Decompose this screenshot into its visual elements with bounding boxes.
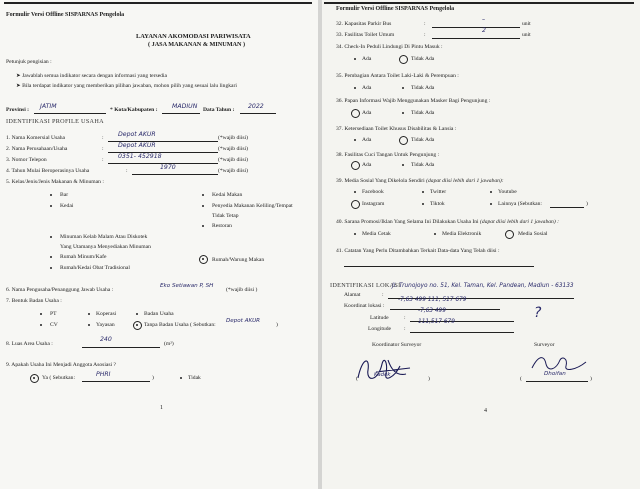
option-rumah-makan[interactable]: Rumah/Warung Makan bbox=[212, 257, 265, 263]
option-tiktok[interactable]: Tiktok bbox=[430, 201, 445, 207]
tahun-label: Data Tahun : bbox=[203, 107, 235, 113]
option-kedai[interactable]: Kedai bbox=[60, 203, 74, 209]
selected-circle bbox=[351, 109, 360, 118]
option-facebook[interactable]: Facebook bbox=[362, 189, 384, 195]
alamat-value[interactable]: Jl. Trunojoyo no. 51, Kel. Taman, Kel. Pandean, Madiun - 63133 bbox=[392, 283, 574, 289]
q32-label: 32. Kapasitas Parkir Bus bbox=[336, 21, 392, 27]
section-profile: IDENTIFIKASI PROFILE USAHA bbox=[6, 118, 104, 125]
page-number: 1 bbox=[160, 405, 163, 411]
q1-value[interactable]: Depot AKUR bbox=[118, 131, 156, 138]
header-rule bbox=[324, 2, 634, 4]
option-tanpa-value[interactable]: Depot AKUR bbox=[226, 318, 261, 324]
page-number: 4 bbox=[484, 408, 487, 414]
right-page: Formulir Versi Offline SISPARNAS Pengelola 32. Kapasitas Parkir Bus : – unit 33. Fasilitas Toilet Umum : 2 unit 34. Check-In Peduli Lindungi Di Pintu Masuk : Ada Tidak Ada 35. Pembagian Antara Toilet Laki-Laki & Perempuan : Ada Tidak Ada 36. Papan Informasi Wajib Menggunakan Masker Bagi Pengunjung : Ada Tidak Ada 37. Ketersediaan Toilet Khusus Disabilitas & Lansia : Ada Tidak Ada 38. Fasilitas Cuci Tangan Untuk Pengunjung : Ada Tidak Ada 39. Media Sosial Yang Dikelola Sendiri (dapat diisi lebih dari 1 jawaban): Facebook Twitter Youtube Instagram Tiktok Lainnya (Sebutkan: ) 40. Sarana Promosi/Iklan Yang Selama Ini Dilakukan Usaha Ini (dapat diisi lebih dari 1 jawaban) : Media Cetak Media Elektronik Media Sosial 41. Catatan Yang Perlu Ditambahkan Terkait Data-data Yang Telah diisi : IDENTIFIKASI LOKASI Alamat : Jl. Trunojoyo no. 51, Kel. Taman, Kel. Pandean, Madiun - 63133 Koordinat lokasi : -7,63 499 111, 517 679 Latitude : -7,63 499 Longitude : 111,517 679 ? Koordinator Surveyor Surveyor ( Kadek ) ( Dhoifan ) 4 bbox=[322, 0, 640, 489]
surveyor-label: Surveyor bbox=[534, 342, 555, 348]
q34-label: 34. Check-In Peduli Lindungi Di Pintu Masuk : bbox=[336, 44, 443, 50]
instruction-1: ➤ Jawablah semua indikator secara dengan informasi yang tersedia bbox=[16, 73, 168, 79]
q7-label: 7. Bentuk Badan Usaha : bbox=[6, 298, 62, 304]
option-yayasan[interactable]: Yayasan bbox=[96, 322, 115, 328]
surveyor-name[interactable]: Dhoifan bbox=[544, 371, 566, 377]
q3-value[interactable]: 0351- 452918 bbox=[118, 153, 162, 160]
instructions-label: Petunjuk pengisian : bbox=[6, 59, 52, 65]
q9-ya[interactable]: Ya ( Sebutkan: bbox=[42, 375, 75, 381]
q8-unit: (m²) bbox=[164, 341, 174, 347]
option-cv[interactable]: CV bbox=[50, 322, 58, 328]
q32-unit: unit bbox=[522, 21, 531, 27]
instruction-2: ➤ Bila terdapat indikator yang memberikan pilihan jawaban, mohon pilih yang sesuai lalu lingkari bbox=[16, 83, 237, 89]
q38-ada[interactable]: Ada bbox=[362, 162, 372, 168]
latitude-value[interactable]: -7,63 499 bbox=[418, 308, 446, 314]
q6-label: 6. Nama Pengusaha/Penanggung Jawab Usaha : bbox=[6, 287, 114, 293]
koordinat-value[interactable]: -7,63 499 111, 517 679 bbox=[398, 297, 467, 303]
option-instagram[interactable]: Instagram bbox=[362, 201, 385, 207]
q34-tidak-ada[interactable]: Tidak Ada bbox=[411, 56, 435, 62]
option-media-cetak[interactable]: Media Cetak bbox=[362, 231, 391, 237]
q40-label: 40. Sarana Promosi/Iklan Yang Selama Ini Dilakukan Usaha Ini (dapat diisi lebih dari 1 jawaban) : bbox=[336, 219, 559, 225]
q35-tidak-ada[interactable]: Tidak Ada bbox=[411, 85, 435, 91]
option-twitter[interactable]: Twitter bbox=[430, 189, 447, 195]
option-kedai-makan[interactable]: Kedai Makan bbox=[212, 192, 243, 198]
koordinator-label: Koordinator Surveyor bbox=[372, 342, 422, 348]
latitude-label: Latitude bbox=[370, 315, 389, 321]
selected-circle bbox=[505, 230, 514, 239]
q6-required: (*wajib diisi ) bbox=[226, 287, 258, 293]
q2-required: (*wajib diisi) bbox=[218, 146, 248, 152]
q9-label: 9. Apakah Usaha Ini Menjadi Anggota Asosiasi ? bbox=[6, 362, 116, 368]
longitude-value[interactable]: 111,517 679 bbox=[418, 319, 455, 325]
alamat-label: Alamat bbox=[344, 292, 361, 298]
q8-label: 8. Luas Area Usaha : bbox=[6, 341, 53, 347]
q8-value[interactable]: 240 bbox=[100, 336, 112, 343]
option-tradisional[interactable]: Rumah/Kedai Obat Tradisional bbox=[60, 265, 130, 271]
q4-label: 4. Tahun Mulai Beroperasinya Usaha bbox=[6, 168, 90, 174]
q4-value[interactable]: 1970 bbox=[160, 164, 176, 171]
q4-required: (*wajib diisi) bbox=[218, 168, 248, 174]
form-header: Formulir Versi Offline SISPARNAS Pengelola bbox=[336, 6, 455, 12]
option-tanpa-badan[interactable]: Tanpa Badan Usaha ( Sebutkan: bbox=[144, 322, 216, 328]
kota-label: * Kota/Kabupaten : bbox=[110, 107, 158, 113]
q6-value[interactable]: Eko Setiawan P, SH bbox=[160, 283, 214, 289]
q35-label: 35. Pembagian Antara Toilet Laki-Laki & Perempuan : bbox=[336, 73, 459, 79]
option-pt[interactable]: PT bbox=[50, 311, 57, 317]
option-badan-usaha[interactable]: Badan Usaha bbox=[144, 311, 174, 317]
selected-circle bbox=[351, 200, 360, 209]
q9-ya-value[interactable]: PHRI bbox=[96, 371, 111, 378]
q32-value[interactable]: – bbox=[482, 16, 486, 23]
form-subtitle: ( JASA MAKANAN & MINUMAN ) bbox=[148, 41, 246, 48]
q33-value[interactable]: 2 bbox=[482, 27, 486, 34]
q36-tidak-ada[interactable]: Tidak Ada bbox=[411, 110, 435, 116]
q3-required: (*wajib diisi) bbox=[218, 157, 248, 163]
option-penyedia-cont: Tidak Tetap bbox=[212, 213, 239, 219]
koordinat-label: Koordinat lokasi : bbox=[344, 303, 385, 309]
koordinator-name[interactable]: Kadek bbox=[374, 372, 391, 378]
question-mark: ? bbox=[534, 305, 542, 321]
selected-circle bbox=[399, 55, 408, 64]
q9-tidak[interactable]: Tidak bbox=[188, 375, 201, 381]
option-koperasi[interactable]: Koperasi bbox=[96, 311, 117, 317]
q2-value[interactable]: Depot AKUR bbox=[118, 142, 156, 149]
q38-label: 38. Fasilitas Cuci Tangan Untuk Pengunjung : bbox=[336, 152, 440, 158]
q36-ada[interactable]: Ada bbox=[362, 110, 372, 116]
option-lainnya[interactable]: Lainnya (Sebutkan: bbox=[498, 201, 542, 207]
q37-label: 37. Ketersediaan Toilet Khusus Disabilitas & Lansia : bbox=[336, 126, 457, 132]
form-header: Formulir Versi Offline SISPARNAS Pengelola bbox=[6, 12, 125, 18]
section-lokasi: IDENTIFIKASI LOKASI bbox=[330, 282, 401, 289]
q35-ada[interactable]: Ada bbox=[362, 85, 372, 91]
tahun-value[interactable]: 2022 bbox=[248, 103, 264, 110]
option-penyedia[interactable]: Penyedia Makanan Keliling/Tempat bbox=[212, 203, 293, 209]
option-media-elektronik[interactable]: Media Elektronik bbox=[442, 231, 482, 237]
kota-value[interactable]: MADIUN bbox=[172, 103, 198, 110]
q33-label: 33. Fasilitas Toilet Umum bbox=[336, 32, 395, 38]
q38-tidak-ada[interactable]: Tidak Ada bbox=[411, 162, 435, 168]
left-page: Formulir Versi Offline SISPARNAS Pengelola LAYANAN AKOMODASI PARIWISATA ( JASA MAKANAN & MINUMAN ) Petunjuk pengisian : ➤ Jawablah semua indikator secara dengan informasi yang tersedia ➤ Bila terdapat indikator yang memberikan pilihan jawaban, mohon pilih yang sesuai lalu lingkari Provinsi : JATIM * Kota/Kabupaten : MADIUN Data Tahun : 2022 IDENTIFIKASI PROFILE USAHA 1. Nama Komersial Usaha : Depot AKUR (*wajib diisi) 2. Nama Perusahaan/Usaha : Depot AKUR (*wajib diisi) 3. Nomor Telepon : 0351- 452918 (*wajib diisi) 4. Tahun Mulai Beroperasinya Usaha : 1970 (*wajib diisi) 5. Kelas/Jenis/Jenis Makanan & Minuman : Bar Kedai Kedai Makan Penyedia Makanan Keliling/Tempat Tidak Tetap Restoran Minuman Kelab Malam Atau Diskotek Yang Utamanya Menyediakan Minuman Rumah Minum/Kafe Rumah/Warung Makan Rumah/Kedai Obat Tradisional 6. Nama Pengusaha/Penanggung Jawab Usaha : Eko Setiawan P, SH (*wajib diisi ) 7. Bentuk Badan Usaha : PT Koperasi Badan Usaha CV Yayasan Tanpa Badan Usaha ( Sebutkan: Depot AKUR ) 8. Luas Area Usaha : 240 (m²) 9. Apakah Usaha Ini Menjadi Anggota Asosiasi ? Ya ( Sebutkan: PHRI ) Tidak 1 bbox=[0, 0, 318, 489]
q41-label: 41. Catatan Yang Perlu Ditambahkan Terkait Data-data Yang Telah diisi : bbox=[336, 248, 500, 254]
q34-ada[interactable]: Ada bbox=[362, 56, 372, 62]
q1-label: 1. Nama Komersial Usaha bbox=[6, 135, 66, 141]
q3-label: 3. Nomor Telepon bbox=[6, 157, 47, 163]
header-rule bbox=[4, 2, 312, 4]
selected-circle bbox=[399, 136, 408, 145]
selected-circle bbox=[351, 161, 360, 170]
option-bar[interactable]: Bar bbox=[60, 192, 69, 198]
form-title: LAYANAN AKOMODASI PARIWISATA bbox=[136, 33, 251, 40]
option-restoran[interactable]: Restoran bbox=[212, 223, 232, 229]
q37-ada[interactable]: Ada bbox=[362, 137, 372, 143]
provinsi-value[interactable]: JATIM bbox=[40, 103, 57, 110]
option-media-sosial[interactable]: Media Sosial bbox=[518, 231, 548, 237]
provinsi-label: Provinsi : bbox=[6, 107, 30, 113]
option-youtube[interactable]: Youtube bbox=[498, 189, 517, 195]
koordinator-signature bbox=[348, 352, 428, 388]
q39-label: 39. Media Sosial Yang Dikelola Sendiri (dapat diisi lebih dari 1 jawaban): bbox=[336, 178, 504, 184]
option-rumah-minum[interactable]: Rumah Minum/Kafe bbox=[60, 254, 107, 260]
q37-tidak-ada[interactable]: Tidak Ada bbox=[411, 137, 435, 143]
q36-label: 36. Papan Informasi Wajib Menggunakan Masker Bagi Pengunjung : bbox=[336, 98, 491, 104]
q2-label: 2. Nama Perusahaan/Usaha bbox=[6, 146, 68, 152]
longitude-label: Longitude bbox=[368, 326, 391, 332]
q33-unit: unit bbox=[522, 32, 531, 38]
q1-required: (*wajib diisi) bbox=[218, 135, 248, 141]
option-minuman[interactable]: Minuman Kelab Malam Atau Diskotek bbox=[60, 234, 148, 240]
q5-label: 5. Kelas/Jenis/Jenis Makanan & Minuman : bbox=[6, 179, 104, 185]
option-minuman-cont: Yang Utamanya Menyediakan Minuman bbox=[60, 244, 151, 250]
